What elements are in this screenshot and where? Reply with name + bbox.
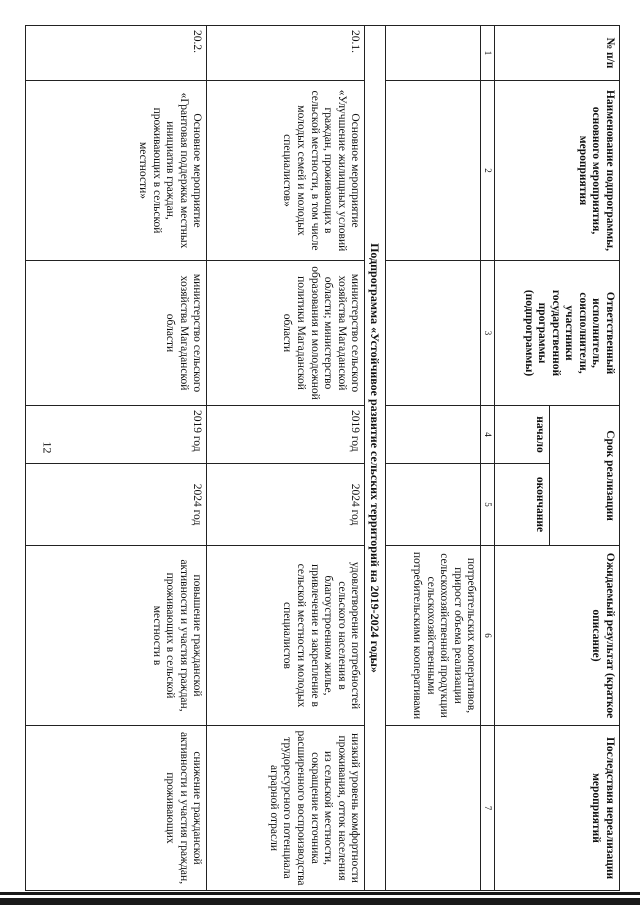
col-number: 5: [481, 464, 495, 546]
header-period: Срок реализации: [550, 406, 620, 546]
row-end: 2024 год: [207, 464, 365, 546]
row-num: 20.1.: [207, 26, 365, 81]
col-number: 2: [481, 81, 495, 261]
row-num: 20.2.: [26, 26, 207, 81]
table-row: [207, 26, 365, 891]
header-row: [550, 26, 620, 891]
row-start: 2019 год: [26, 406, 207, 464]
section-row: [365, 26, 386, 891]
continuation-row: [386, 26, 481, 891]
continuation-cell: [386, 464, 481, 546]
table-row: [26, 26, 207, 891]
header-end: окончание: [495, 464, 550, 546]
header-result: Ожидаемый результат (краткое описание): [495, 546, 620, 726]
col-number: 3: [481, 261, 495, 406]
table-container: [25, 25, 620, 890]
row-responsible: министерство сельского хозяйства Магаданской области; министерство образования и молодежной политики Магаданской области: [207, 261, 365, 406]
header-start: начало: [495, 406, 550, 464]
row-start: 2019 год: [207, 406, 365, 464]
continuation-cell: [386, 261, 481, 406]
continuation-cell: [386, 726, 481, 891]
col-number: 7: [481, 726, 495, 891]
row-responsible: министерство сельского хозяйства Магаданской области: [26, 261, 207, 406]
continuation-cell: [386, 406, 481, 464]
continuation-cell: [386, 26, 481, 81]
header-name: Наименование подпрограммы, основного мероприятия, мероприятия: [495, 81, 620, 261]
row-result: повышение гражданской активности и участия граждан, проживающих в сельской местности в: [26, 546, 207, 726]
section-title: Подпрограмма «Устойчивое развитие сельских территорий на 2019-2024 годы»: [365, 26, 386, 891]
row-consequences: низкий уровень комфортности проживания, отток населения из сельской местности, сокращение источника расширенного воспроизводства трудоресурсного потенциала аграрной отрасли: [207, 726, 365, 891]
header-num: № п/п: [495, 26, 620, 81]
row-result: удовлетворение потребностей сельского населения в благоустроенном жилье, привлечение и закрепление в сельской местности молодых специалистов: [207, 546, 365, 726]
row-end: 2024 год: [26, 464, 207, 546]
row-consequences: снижение гражданской активности и участия граждан, проживающих: [26, 726, 207, 891]
col-number: 6: [481, 546, 495, 726]
col-number: 4: [481, 406, 495, 464]
page-number: 12: [40, 441, 55, 454]
continuation-result: потребительских кооперативов, прирост объема реализации сельскохозяйственной продукции сельскохозяйственными потребительскими кооперативами: [386, 546, 481, 726]
program-table: [25, 25, 620, 891]
bottom-rule: [0, 898, 640, 905]
row-name: Основное мероприятие «Улучшение жилищных условий граждан, проживающих в сельской местности, в том числе молодых семей и молодых специалистов»: [207, 81, 365, 261]
column-number-row: [481, 26, 495, 891]
col-number: 1: [481, 26, 495, 81]
bottom-rule: [0, 892, 640, 895]
continuation-cell: [386, 81, 481, 261]
header-responsible: Ответственный исполнитель, соисполнители, участники государственной программы (подпрограммы): [495, 261, 620, 406]
row-name: Основное мероприятие «Грантовая поддержка местных инициатив граждан, проживающих в сельской местности»: [26, 81, 207, 261]
header-consequences: Последствия нереализации мероприятий: [495, 726, 620, 891]
